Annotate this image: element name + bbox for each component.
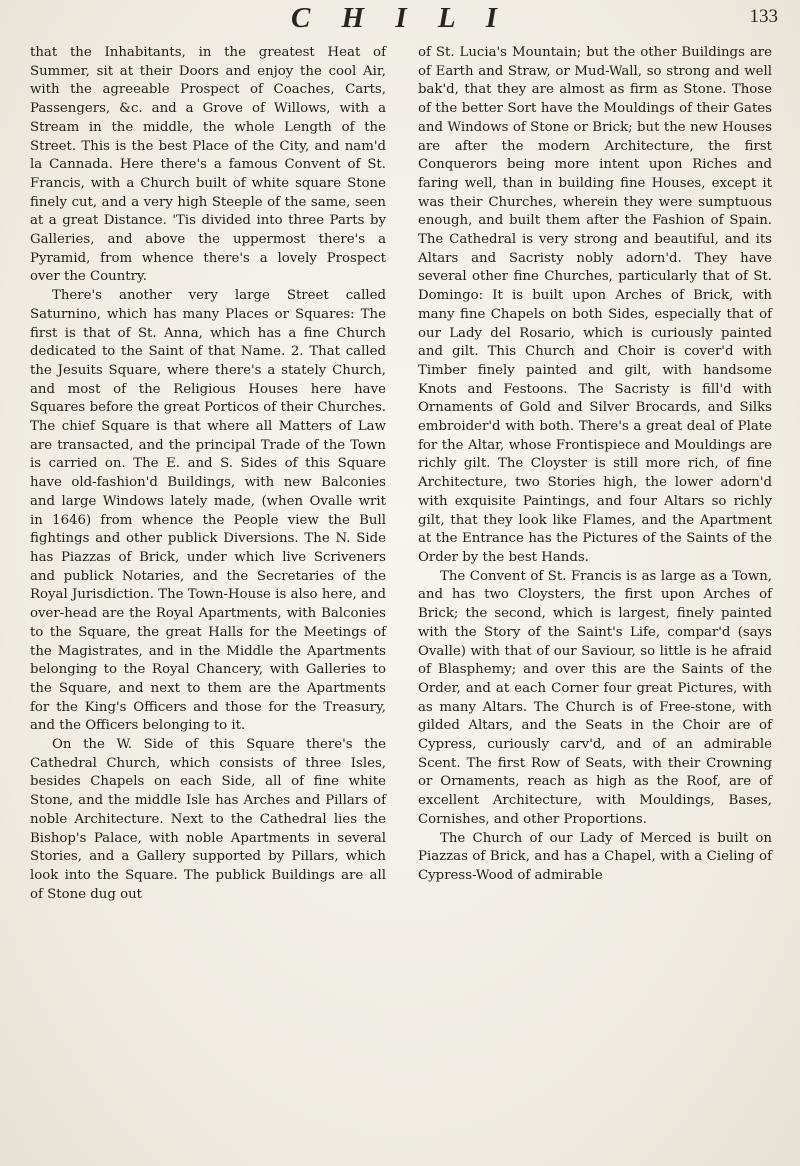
right-paragraph-1: of St. Lucia's Mountain; but the other Buildings are of Earth and Straw, or Mud-Wall, so strong and well bak'd, that they are almost as firm as Stone. Those of the better Sort have the Mouldings of their Gates and Windows of Stone or Brick; but the new Houses are after the modern Architecture, the first Conquerors being more intent upon Riches and faring well, than in building fine Houses, except it was their Churches, wherein they were sumptuous enough, and built them after the Fashion of Spain. The Cathedral is very strong and beautiful, and its Altars and Sacristy nobly adorn'd. They have several other fine Churches, particularly that of St. Domingo: It is built upon Arches of Brick, with many fine Chapels on both Sides, especially that of our Lady del Rosario, which is curiously painted and gilt. This Church and Choir is cover'd with Timber finely painted and gilt, with handsome Knots and Festoons. The Sacristy is fill'd with Ornaments of Gold and Silver Brocards, and Silks embroider'd with both. There's a great deal of Plate for the Altar, whose Frontispiece and Mouldings are richly gilt. The Cloyster is still more rich, of fine Architecture, two Stories high, the lower adorn'd with exquisite Paintings, and four Altars so richly gilt, that they look like Flames, and the Apartment at the Entrance has the Pictures of the Saints of the Order by the best Hands. (418, 45, 772, 565)
right-column (418, 44, 772, 886)
left-paragraph-1: that the Inhabitants, in the greatest Heat of Summer, sit at their Doors and enjoy the cool Air, with the agreeable Prospect of Coaches, Carts, Passengers, &c. and a Grove of Willows, with a Stream in the middle, the whole Length of the Street. This is the best Place of the City, and nam'd la Cannada. Here there's a famous Convent of St. Francis, with a Church built of white square Stone finely cut, and a very high Steeple of the same, seen at a great Distance. 'Tis divided into three Parts by Galleries, and above the uppermost there's a Pyramid, from whence there's a lovely Prospect over the Country. (30, 45, 386, 285)
right-paragraph-3: The Church of our Lady of Merced is built on Piazzas of Brick, and has a Chapel, with a Cieling of Cypress-Wood of admirable (418, 830, 772, 883)
left-paragraph-2: There's another very large Street called Saturnino, which has many Places or Squares: The first is that of St. Anna, which has a fine Church dedicated to the Saint of that Name. 2. That called the Jesuits Square, where there's a stately Church, and most of the Religious Houses here have Squares before the great Porticos of their Churches. The chief Square is that where all Matters of Law are transacted, and the principal Trade of the Town is carried on. The E. and S. Sides of this Square have old-fashion'd Buildings, with new Balconies and large Windows lately made, (when Ovalle writ in 1646) from whence the People view the Bull fightings and other publick Diversions. The N. Side has Piazzas of Brick, under which live Scriveners and publick Notaries, and the Secretaries of the Royal Jurisdiction. The Town-House is also here, and over-head are the Royal Apartments, with Balconies to the Square, the great Halls for the Meetings of the Magistrates, and in the Middle the Apartments belonging to the Royal Chancery, with Galleries to the Square, and next to them are the Apartments for the King's Officers and those for the Treasury, and the Officers belonging to it. (30, 288, 386, 734)
left-column (30, 44, 386, 904)
running-head (0, 2, 800, 46)
right-paragraph-2: The Convent of St. Francis is as large as a Town, and has two Cloysters, the first upon Arches of Brick; the second, which is largest, finely painted with the Story of the Saint's Life, compar'd (says Ovalle) with that of our Saviour, so little is he afraid of Blasphemy; and over this are the Saints of the Order, and at each Corner four great Pictures, with as many Altars. The Church is of Free-stone, with gilded Altars, and the Seats in the Choir are of Cypress, curiously carv'd, and of an admirable Scent. The first Row of Seats, with their Crowning or Ornaments, reach as high as the Roof, are of excellent Architecture, with Mouldings, Bases, Cornishes, and other Proportions. (418, 568, 772, 827)
page-number: 133 (749, 6, 778, 27)
left-paragraph-3: On the W. Side of this Square there's the Cathedral Church, which consists of three Isles, besides Chapels on each Side, all of fine white Stone, and the middle Isle has Arches and Pillars of noble Architecture. Next to the Cathedral lies the Bishop's Palace, with noble Apartments in several Stories, and a Gallery supported by Pillars, which look into the Square. The publick Buildings are all of Stone dug out (30, 737, 386, 902)
running-head-title: C H I L I (290, 2, 510, 34)
